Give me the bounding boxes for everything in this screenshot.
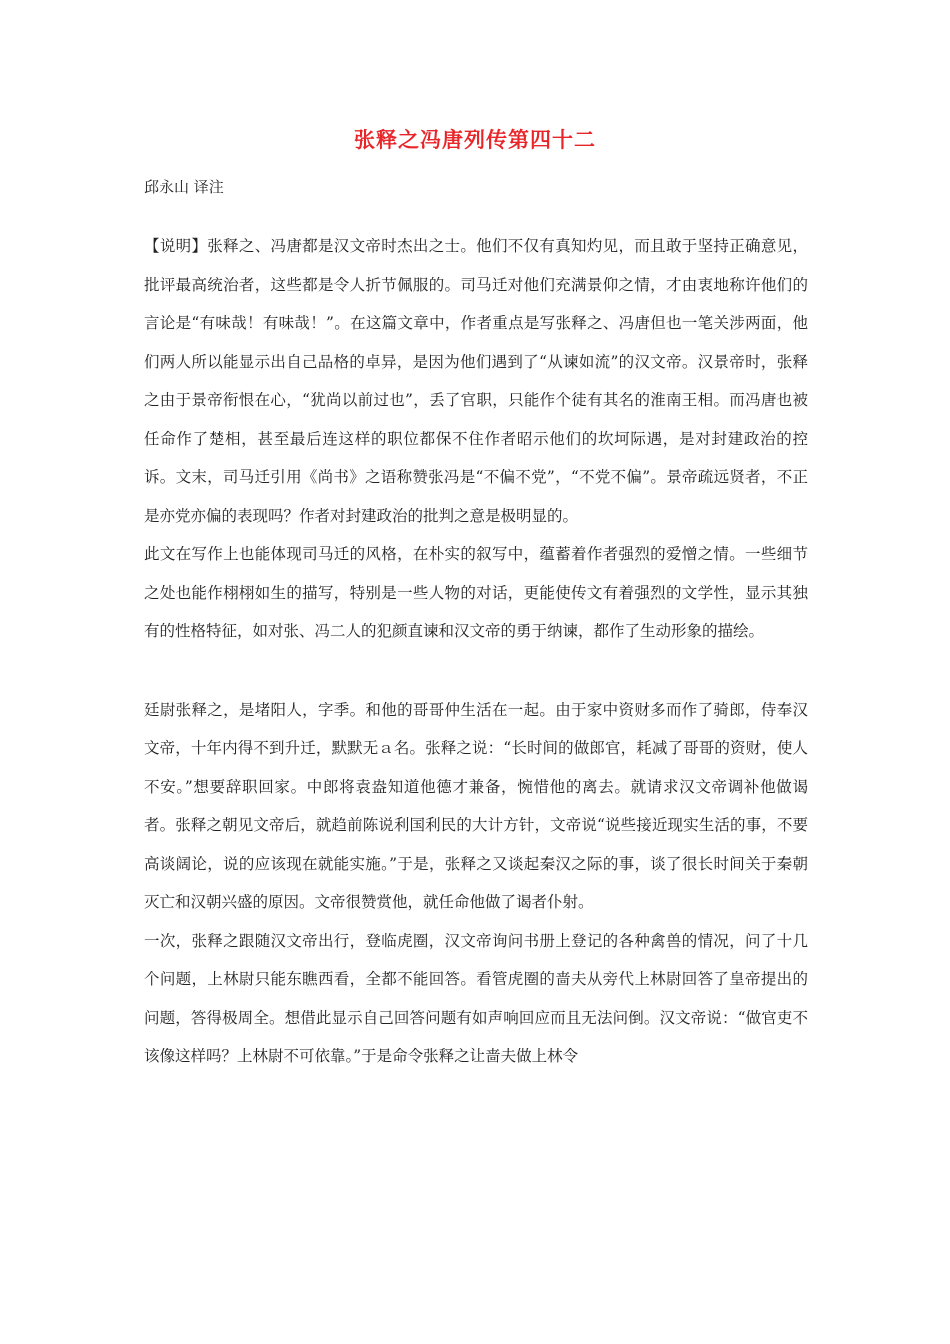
paragraph-gap [144,651,808,691]
paragraph-style: 此文在写作上也能体现司马迁的风格，在朴实的叙写中，蕴蓄着作者强烈的爱憎之情。一些细节之处也能作栩栩如生的描写，特别是一些人物的对话，更能使传文有着强烈的文学性，显示其独有的性格特征，如对张、冯二人的犯颜直谏和汉文帝的勇于纳谏，都作了生动形象的描绘。 [144,545,808,640]
translator-line: 邱永山 译注 [144,178,224,196]
document-body [144,227,808,1076]
paragraph-main-2: 一次，张释之跟随汉文帝出行，登临虎圈，汉文帝询问书册上登记的各种禽兽的情况，问了十几个问题，上林尉只能东瞧西看，全都不能回答。看管虎圈的啬夫从旁代上林尉回答了皇帝提出的问题，答得极周全。想借此显示自己回答问题有如声响回应而且无法问倒。汉文帝说：“做官吏不该像这样吗？上林尉不可依靠。”于是命令张释之让啬夫做上林令 [144,931,808,1065]
document-title: 张释之冯唐列传第四十二 [354,127,596,152]
paragraph-explanation: 【说明】张释之、冯唐都是汉文帝时杰出之士。他们不仅有真知灼见，而且敢于坚持正确意见，批评最高统治者，这些都是令人折节佩服的。司马迁对他们充满景仰之情，才由衷地称许他们的言论是“有味哉！有味哉！”。在这篇文章中，作者重点是写张释之、冯唐但也一笔关涉两面，他们两人所以能显示出自己品格的卓异，是因为他们遇到了“从谏如流”的汉文帝。汉景帝时，张释之由于景帝衔恨在心，“犹尚以前过也”，丢了官职，只能作个徒有其名的淮南王相。而冯唐也被任命作了楚相，甚至最后连这样的职位都保不住作者昭示他们的坎坷际遇，是对封建政治的控诉。文末，司马迁引用《尚书》之语称赞张冯是“不偏不党”，“不党不偏”。景帝疏远贤者，不正是亦党亦偏的表现吗？作者对封建政治的批判之意是极明显的。 [144,237,808,525]
paragraph-main-1: 廷尉张释之，是堵阳人，字季。和他的哥哥仲生活在一起。由于家中资财多而作了骑郎，侍奉汉文帝，十年内得不到升迁，默默无ａ名。张释之说：“长时间的做郎官，耗减了哥哥的资财，使人不安。”想要辞职回家。中郎将袁盎知道他德才兼备，惋惜他的离去。就请求汉文帝调补他做谒者。张释之朝见文帝后，就趋前陈说利国利民的大计方针，文帝说“说些接近现实生活的事，不要高谈阔论，说的应该现在就能实施。”于是，张释之又谈起秦汉之际的事，谈了很长时间关于秦朝灭亡和汉朝兴盛的原因。文帝很赞赏他，就任命他做了谒者仆射。 [144,700,808,911]
